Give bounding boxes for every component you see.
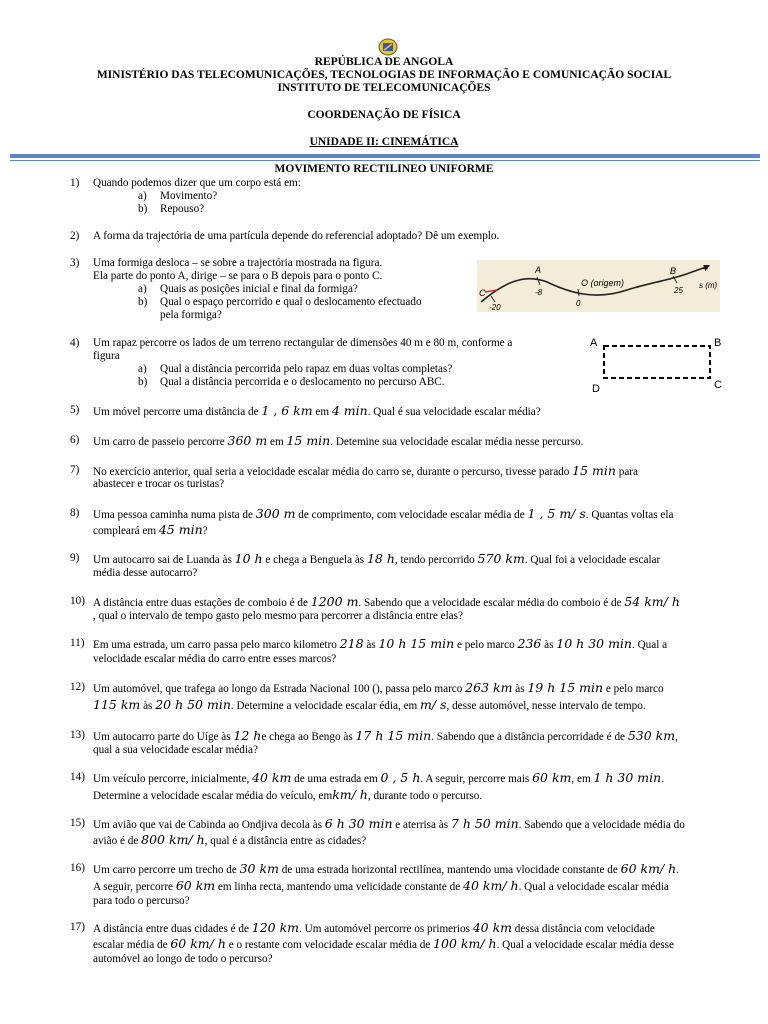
- tick-label: 0: [576, 299, 581, 308]
- tick-label: -20: [489, 303, 501, 312]
- header-coordination: COORDENAÇÃO DE FÍSICA: [307, 109, 461, 121]
- header-ministry: MINISTÉRIO DAS TELECOMUNICAÇÕES, TECNOLOGIAS DE INFORMAÇÃO E COMUNICAÇÃO SOCIAL: [96, 69, 672, 81]
- axis-label: s (m): [699, 281, 718, 290]
- ant-trajectory-figure: [477, 260, 720, 312]
- tick-label: -8: [535, 288, 543, 297]
- corner-a-label: A: [590, 337, 598, 349]
- point-b-label: B: [670, 266, 677, 276]
- corner-d-label: D: [592, 383, 600, 395]
- rectangle-figure: [588, 334, 728, 396]
- corner-b-label: B: [714, 337, 722, 349]
- section-title: MOVIMENTO RECTILINEO UNIFORME: [274, 163, 494, 175]
- origin-label: O (origem): [581, 278, 625, 288]
- point-c-label: C: [479, 288, 486, 298]
- angola-emblem-icon: [378, 38, 398, 56]
- header-unit: UNIDADE II: CINEMÁTICA: [309, 136, 459, 148]
- header-republic: REPÚBLICA DE ANGOLA: [314, 56, 454, 68]
- header-institute: INSTITUTO DE TELECOMUNICAÇÕES: [277, 82, 491, 94]
- divider-thin: [10, 160, 760, 161]
- question-number: 1): [70, 177, 80, 189]
- point-a-label: A: [535, 265, 542, 275]
- question-text: Quando podemos dizer que um corpo está em:: [93, 177, 301, 189]
- plus-sign: +: [703, 264, 709, 274]
- tick-label: 25: [674, 286, 683, 295]
- corner-c-label: C: [714, 379, 722, 391]
- divider: [10, 154, 760, 158]
